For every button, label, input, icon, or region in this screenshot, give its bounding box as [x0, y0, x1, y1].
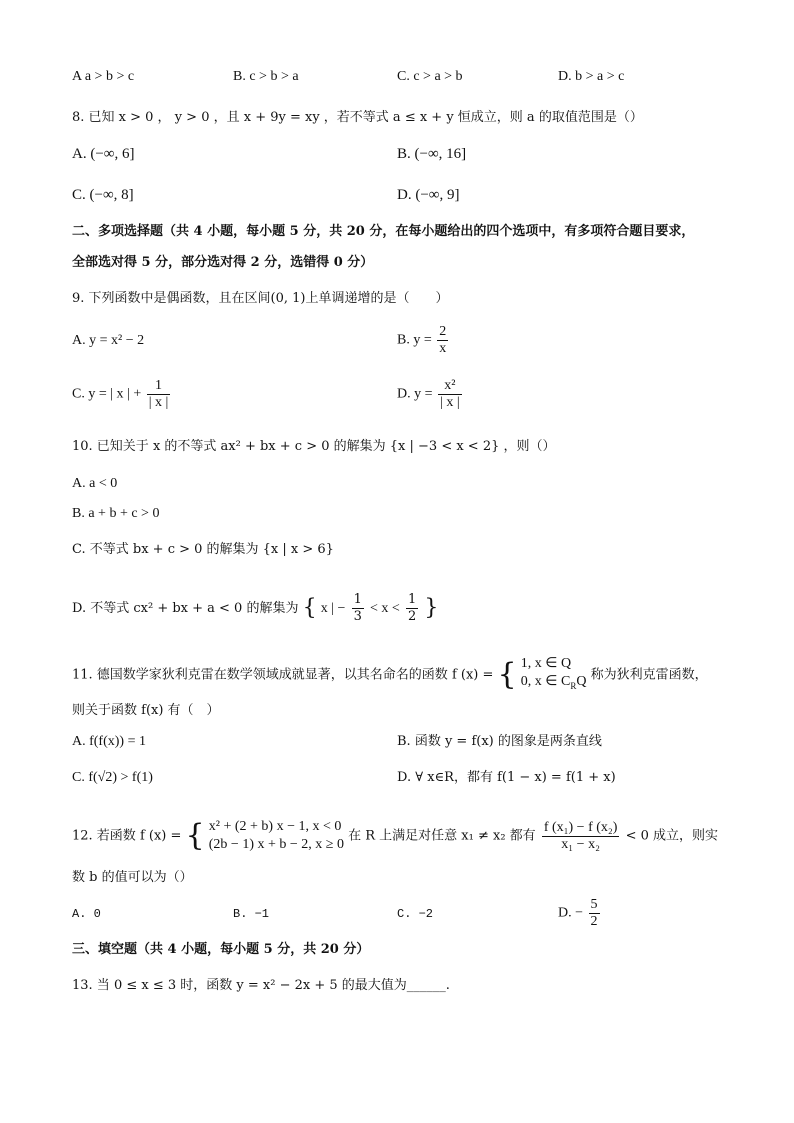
q11-case2: 0, x ∈ C: [520, 674, 571, 689]
q11-case1: 1, x ∈ Q: [520, 656, 572, 671]
q10-stem: 10. 已知关于 x 的不等式 ax² + bx + c > 0 的解集为 {x | −3 < x < 2} ，则（）: [72, 439, 556, 454]
q9-option-c-numerator: 1: [147, 378, 171, 395]
q8-stem: 8. 已知 x > 0 ， y > 0 ，且 x + 9y = xy ，若不等式 a ≤ x + y 恒成立，则 a 的取值范围是（）: [72, 110, 643, 125]
q12-option-d-label: D. −: [558, 905, 584, 921]
q10-option-d-mid: < x <: [370, 601, 400, 616]
q10-option-d-frac2-num: 1: [407, 592, 417, 607]
q7-option-d: D. b > a > c: [558, 69, 625, 84]
q12-option-d-den: 2: [590, 914, 598, 929]
q8-option-a: A. (−∞, 6]: [72, 146, 135, 162]
q10-option-d-left: x | −: [320, 601, 346, 616]
q12-stem-suffix: < 0 成立，则实: [625, 828, 719, 844]
q9-option-c-denominator: | x |: [148, 395, 169, 410]
q11-stem-suffix: 称为狄利克雷函数，: [590, 667, 708, 683]
q9-option-d-denominator: | x |: [440, 395, 460, 410]
q7-option-c: C. c > a > b: [397, 69, 463, 84]
q7-option-b: B. c > b > a: [233, 69, 299, 84]
q12-frac-den: x₁ − x₂: [561, 836, 600, 852]
q11-option-a: A. f(f(x)) = 1: [72, 734, 146, 749]
q12-stem-prefix: 12. 若函数 f (x) =: [72, 828, 182, 844]
q9-option-d-numerator: x²: [438, 378, 462, 395]
q9-option-b-label: B. y =: [397, 332, 432, 348]
q8-option-d: D. (−∞, 9]: [397, 187, 460, 203]
q11-option-b: B. 函数 y = f(x) 的图象是两条直线: [397, 734, 602, 749]
q11-case2-end: Q: [576, 674, 587, 689]
q8-option-b: B. (−∞, 16]: [397, 146, 467, 162]
q9-option-b: [397, 324, 450, 357]
q12-option-c: C. −2: [397, 907, 434, 921]
section3-heading: 三、填空题（共 4 小题，每小题 5 分，共 20 分）: [72, 942, 370, 957]
q10-option-d-frac1-num: 1: [353, 592, 362, 607]
section2-heading-line2: 全部选对得 5 分，部分选对得 2 分，选错得 0 分）: [72, 255, 374, 270]
q9-option-b-numerator: 2: [439, 324, 447, 339]
q10-option-d-frac1-den: 3: [353, 609, 362, 624]
q9-option-b-denominator: x: [439, 341, 447, 356]
q12-frac-num: f (x₁) − f (x₂): [543, 819, 618, 835]
q11-stem-prefix: 11. 德国数学家狄利克雷在数学领域成就显著，以其名命名的函数 f (x) =: [72, 667, 494, 683]
q11-option-d: D. ∀ x∈R，都有 f(1 − x) = f(1 + x): [397, 770, 616, 785]
q12-option-d: [558, 897, 602, 930]
q11-case2-sub: R: [570, 680, 577, 691]
section2-heading-line1: 二、多项选择题（共 4 小题，每小题 5 分，共 20 分，在每小题给出的四个选项中，有多项符合题目要求，: [72, 224, 695, 239]
q10-option-d-prefix: D. 不等式 cx² + bx + a < 0 的解集为: [72, 601, 299, 616]
q12-option-d-num: 5: [590, 897, 598, 912]
q10-option-d-frac2-den: 2: [407, 609, 417, 624]
q9-option-d: [397, 378, 464, 411]
q9-stem: 9. 下列函数中是偶函数，且在区间(0, 1)上单调递增的是（ ）: [72, 291, 449, 306]
q12-stem-mid: 在 R 上满足对任意 x₁ ≠ x₂ 都有: [348, 828, 536, 844]
q10-option-a: A. a < 0: [72, 476, 118, 491]
q11-option-c: C. f(√2) > f(1): [72, 770, 153, 785]
q9-option-c-label: C. y = | x | +: [72, 386, 142, 402]
q12-stem: 12. 若函数 f (x) = { x² + (2 + b) x − 1, x < 0 (2b − 1) x + b − 2, x ≥ 0 在 R 上满足对任意 x₁ ≠ x₂ 都有 $\frac{\text{f (x₁) − f (x₂)}}{\text{x₁ − x₂}}$ < 0 成立，则实: [72, 818, 719, 853]
q9-option-a: A. y = x² − 2: [72, 333, 145, 348]
q10-option-c: C. 不等式 bx + c > 0 的解集为 {x | x > 6}: [72, 542, 334, 557]
q11-stem-line2: 则关于函数 f(x) 有（ ）: [72, 703, 220, 718]
q10-option-d: D. 不等式 cx² + bx + a < 0 的解集为 { x | − $\frac{1}{3}$ < x < $\frac{1}{2}$ }: [72, 592, 439, 624]
q12-case2: (2b − 1) x + b − 2, x ≥ 0: [208, 837, 344, 852]
q8-option-c: C. (−∞, 8]: [72, 187, 134, 203]
q7-option-a: A a > b > c: [72, 69, 135, 84]
q13-stem: 13. 当 0 ≤ x ≤ 3 时，函数 y = x² − 2x + 5 的最大值为______.: [72, 978, 450, 993]
q12-case1: x² + (2 + b) x − 1, x < 0: [208, 819, 342, 834]
q12-option-a: A. 0: [72, 907, 101, 921]
q12-stem-line2: 数 b 的值可以为（）: [72, 870, 193, 885]
q12-option-b: B. −1: [233, 907, 270, 921]
q11-stem: 11. 德国数学家狄利克雷在数学领域成就显著，以其名命名的函数 f (x) = { 1, x ∈ Q 0, x ∈ $C_RQ$ 称为狄利克雷函数，: [72, 656, 708, 692]
q10-option-b: B. a + b + c > 0: [72, 506, 160, 521]
q9-option-d-label: D. y =: [397, 386, 433, 402]
q9-option-c: [72, 378, 172, 411]
